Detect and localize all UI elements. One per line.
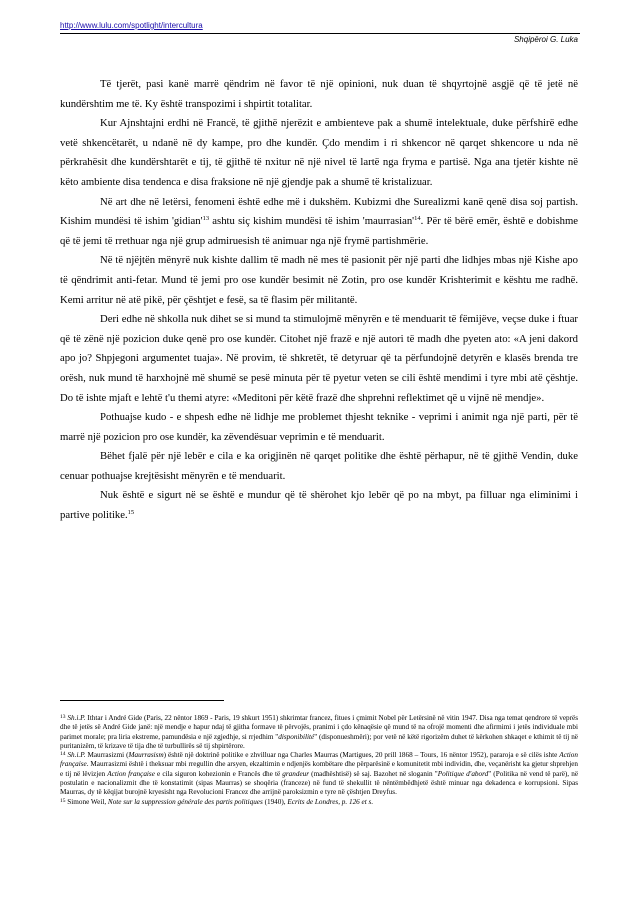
footnote-13-text: Ithtar i André Gide (Paris, 22 nëntor 1869 - Paris, 19 shkurt 1951) shkrimtar francez, fitues i çmimit Nobel për Letërsinë në vitin 1947. Disa nga temat qendrore të veprës dhe të jetës së André Gide janë: një mendje e hapur ndaj të gjitha formave të përvojës, pranimi i çdo kënaqësie që mund të na ofrojë momenti dhe afirmimi i jetës individuale mbi parimet morale; pra liria ekstreme, pamundësia e një zgjedhje, si rrjedhim " — [60, 714, 578, 741]
footnote-15-text-1: Simone Weil, — [65, 797, 108, 806]
footnote-14-text-3: . Maurrasizmi është i theksuar mbi rregullin dhe arsyen, ekzaltimin e ndjenjës kombëtare dhe përparësinë e komunitetit mbi individin, dhe, veçanërisht ka gjetur shprehjen e tij në lëvizjen — [60, 760, 578, 778]
footnote-15-number: 15 — [60, 797, 66, 804]
footnote-14-text-1: Maurrasizmi ( — [85, 751, 129, 760]
footnotes — [60, 714, 578, 807]
paragraph-3-text-a: Në art dhe në letërsi, fenomeni është edhe më i dukshëm. Kubizmi dhe Surealizmi kanë qenë disa soj partish. Kishim mundësi të ishim 'gidian' — [60, 195, 578, 228]
paragraph-3-text-b: ashtu siç kishim mundësi të ishim 'maurrasian' — [209, 215, 415, 228]
footnote-ref-14[interactable]: 14 — [414, 215, 421, 223]
footnote-14 — [60, 751, 578, 797]
footnote-ref-15[interactable]: 15 — [127, 509, 135, 517]
paragraph-7: Bëhet fjalë për një lebër e cila e ka origjinën në qarqet politike dhe është përhapur, në të gjithë Vendin, duke cenuar pothuajse krejtësisht mënyrën e të menduarit. — [60, 450, 578, 482]
footnote-14-number: 14 — [60, 751, 66, 758]
paragraph-3 — [60, 193, 578, 252]
footnote-14-term-4: grandeur — [282, 769, 310, 778]
paragraph-8 — [60, 486, 578, 525]
footnote-13 — [60, 714, 578, 751]
footnote-14-text-6: " (Politika në vend të parë), në postulatin e nacionalizmit dhe të konstatimit (sipas Maurras) se shoqëria (franceze) në fund të shekullit të nëntëmbëdhjetë është minuar nga dekadenca e korrupsioni. Sipas Maurras, dy të këqijat burojnë kryesisht nga Revolucioni Francez dhe arrijnë paroksizmin e tyre në çështjen Dreyfus. — [60, 769, 579, 797]
paragraph-2: Kur Ajnshtajni erdhi në Francë, të gjithë njerëzit e ambienteve pak a shumë intelektuale, duke përfshirë edhe vetë shkencëtarët, u ndanë në dy kampe, pro dhe kundër. Çdo mendim i ri shkencor në qarqet shkencore u nda në përkrahësit dhe kundërshtarët e tij, të gjithë të nxitur në një nivel të lartë nga fryma e partisë. Nga ana tjetër kishte në këto ambiente disa tendenca e disa fraksione në një gjendje pak a shumë të kristalizuar. — [60, 117, 578, 188]
footnote-13-number: 13 — [60, 714, 66, 720]
footnote-14-text-4: e cila siguron kohezionin e Francës dhe të — [154, 769, 283, 778]
footnote-separator — [60, 700, 224, 701]
footnote-14-term-2: Action française — [60, 751, 578, 769]
header-rule — [60, 33, 580, 34]
footnote-15-term-1: Note sur la suppression générale des partis politiques — [107, 797, 263, 806]
footnote-13-tail: " (disponueshmëri); por vetë në këtë rigorizëm duhet të kërkohen shkaqet e kthimit të tij në puritanizëm, të krizave të tija dhe të turbullirës së tij shpirtërore. — [60, 732, 578, 750]
footnote-13-term: disponibilité — [278, 732, 315, 741]
footnote-14-term-5: Politique d'abord — [437, 769, 489, 778]
paragraph-8-text: Nuk është e sigurt në se është e mundur që të shërohet kjo lebër që po na mbyt, pa filluar nga eliminimi i partive politike. — [60, 489, 578, 522]
header-author: Shqipëroi G. Luka — [513, 35, 578, 44]
footnote-14-term-1: Maurrasism — [128, 751, 164, 760]
footnote-15-text-2: (1940), — [262, 797, 288, 806]
footnote-15 — [60, 798, 578, 807]
paragraph-6: Pothuajse kudo - e shpesh edhe në lidhje me problemet thjesht teknike - veprimi i animit nga një parti, për të marrë një pozicion pro ose kundër, ka zëvendësuar veprimin e të menduarit. — [60, 411, 578, 443]
footnote-14-text-2: ) është një doktrinë politike e zhvilluar nga Charles Maurras (Martigues, 20 prill 1868 – Tours, 16 nëntor 1952), pararoja e së cilës ishte — [163, 751, 560, 760]
footnote-15-term-2: Ecrits de Londres, p. 126 et s. — [287, 797, 374, 806]
paragraph-3-text-c: . Për të bërë emër, është e dobishme që të jemi të rrethuar nga një grup admiruesish të animuar nga një frymë partishmërie. — [60, 215, 579, 247]
paragraph-5: Deri edhe në shkolla nuk dihet se si mund ta stimulojmë mënyrën e të menduarit të fëmijëve, veçse duke i ftuar që të zënë një pozicion duke qenë pro ose kundër. Citohet një frazë e një autori të madh dhe pyeten ato: «A jeni dakord apo jo? Shpjegoni argumentet tuaja». Në provim, të shkretët, të detyruar që ta përfundojnë detyrën e klasës brenda tre orësh, nuk mund të harxhojnë më shumë se pesë minuta për të pyetur veten se cili është mendimi i tyre mbi atë çështje. Do të ishte mjaft e lehtë t'u themi atyre: «Meditoni për këtë frazë dhe shprehni reflektimet që u vijnë në mendje». — [60, 313, 578, 404]
footnote-14-abbr: Sh.i.P. — [67, 751, 86, 760]
footnote-14-text-5: (madhështisë) së saj. Bazohet në sloganin " — [309, 769, 438, 778]
footnote-14-term-3: Action française — [107, 769, 155, 778]
body-text — [60, 75, 578, 526]
footnote-13-abbr: Sh.i.P. — [67, 714, 86, 722]
paragraph-4: Në të njëjtën mënyrë nuk kishte dallim të madh në mes të pasionit për një parti dhe lidhjes mbas një Kishe apo të qëndrimit anti-fetar. Mund të jemi pro ose kundër besimit në Zotin, pro ose kundër Krishterimit e kështu me radhë. Kemi arritur në atë pikë, për çështjet e fesë, sa të flasim për militantë. — [60, 254, 578, 306]
header-url-link[interactable]: http://www.lulu.com/spotlight/intercultura — [60, 21, 203, 30]
footnote-ref-13[interactable]: 13 — [202, 215, 210, 223]
paragraph-1: Të tjerët, pasi kanë marrë qëndrim në favor të një opinioni, nuk duan të shqyrtojnë asgjë që të jetë në kundërshtim me të. Ky është transpozimi i shpirtit totalitar. — [60, 78, 578, 110]
